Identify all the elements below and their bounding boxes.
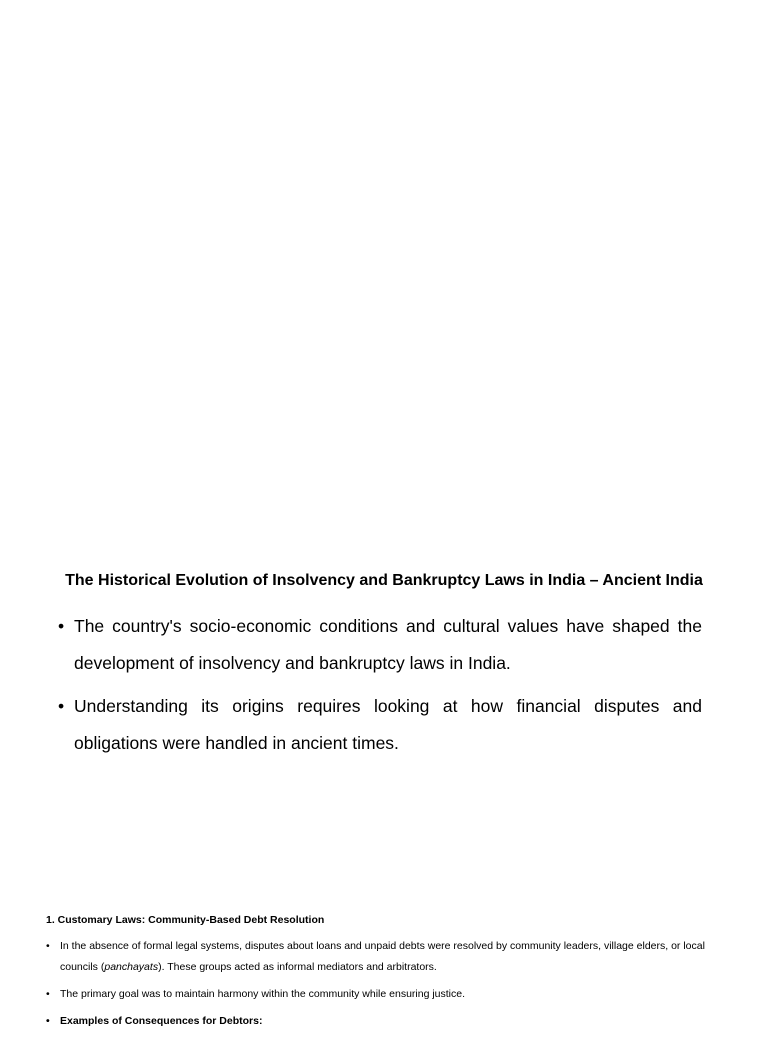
bullet-icon: • — [46, 1015, 50, 1027]
slide-content — [0, 560, 768, 753]
notes-text-part: ). These groups acted as informal mediators and arbitrators. — [158, 961, 437, 973]
slide-bullet-text: The country's socio-economic conditions and cultural values have shaped the development of insolvency and bankruptcy laws in India. — [74, 616, 702, 673]
slide-bullet-text: Understanding its origins requires looking at how financial disputes and obligations were handled in ancient times. — [74, 696, 702, 753]
notes-heading: 1. Customary Laws: Community-Based Debt Resolution — [46, 914, 325, 926]
bullet-icon: • — [58, 696, 65, 716]
notes-bullet-item — [46, 1011, 728, 1032]
slide-bullet-item — [58, 608, 702, 682]
bullet-icon: • — [58, 616, 65, 636]
slide-bullet-item — [58, 688, 702, 762]
notes-text: The primary goal was to maintain harmony within the community while ensuring justice. — [60, 988, 466, 1000]
notes-bullet-item — [46, 936, 728, 978]
notes-text: Examples of Consequences for Debtors: — [60, 1015, 263, 1027]
slide-title: The Historical Evolution of Insolvency and Bankruptcy Laws in India – Ancient India — [65, 572, 703, 589]
notes-italic-term: panchayats — [104, 961, 159, 973]
notes-bullet-list — [46, 936, 728, 1032]
notes-content — [46, 908, 728, 1038]
slide-bullet-list — [58, 608, 702, 768]
bullet-icon: • — [46, 988, 50, 1000]
bullet-icon: • — [46, 940, 50, 952]
notes-bullet-item — [46, 984, 728, 1005]
notes-text-part: In the absence of formal legal systems, disputes about loans and unpaid debts were resolved by community leaders, village elders, or local councils ( — [60, 940, 705, 973]
